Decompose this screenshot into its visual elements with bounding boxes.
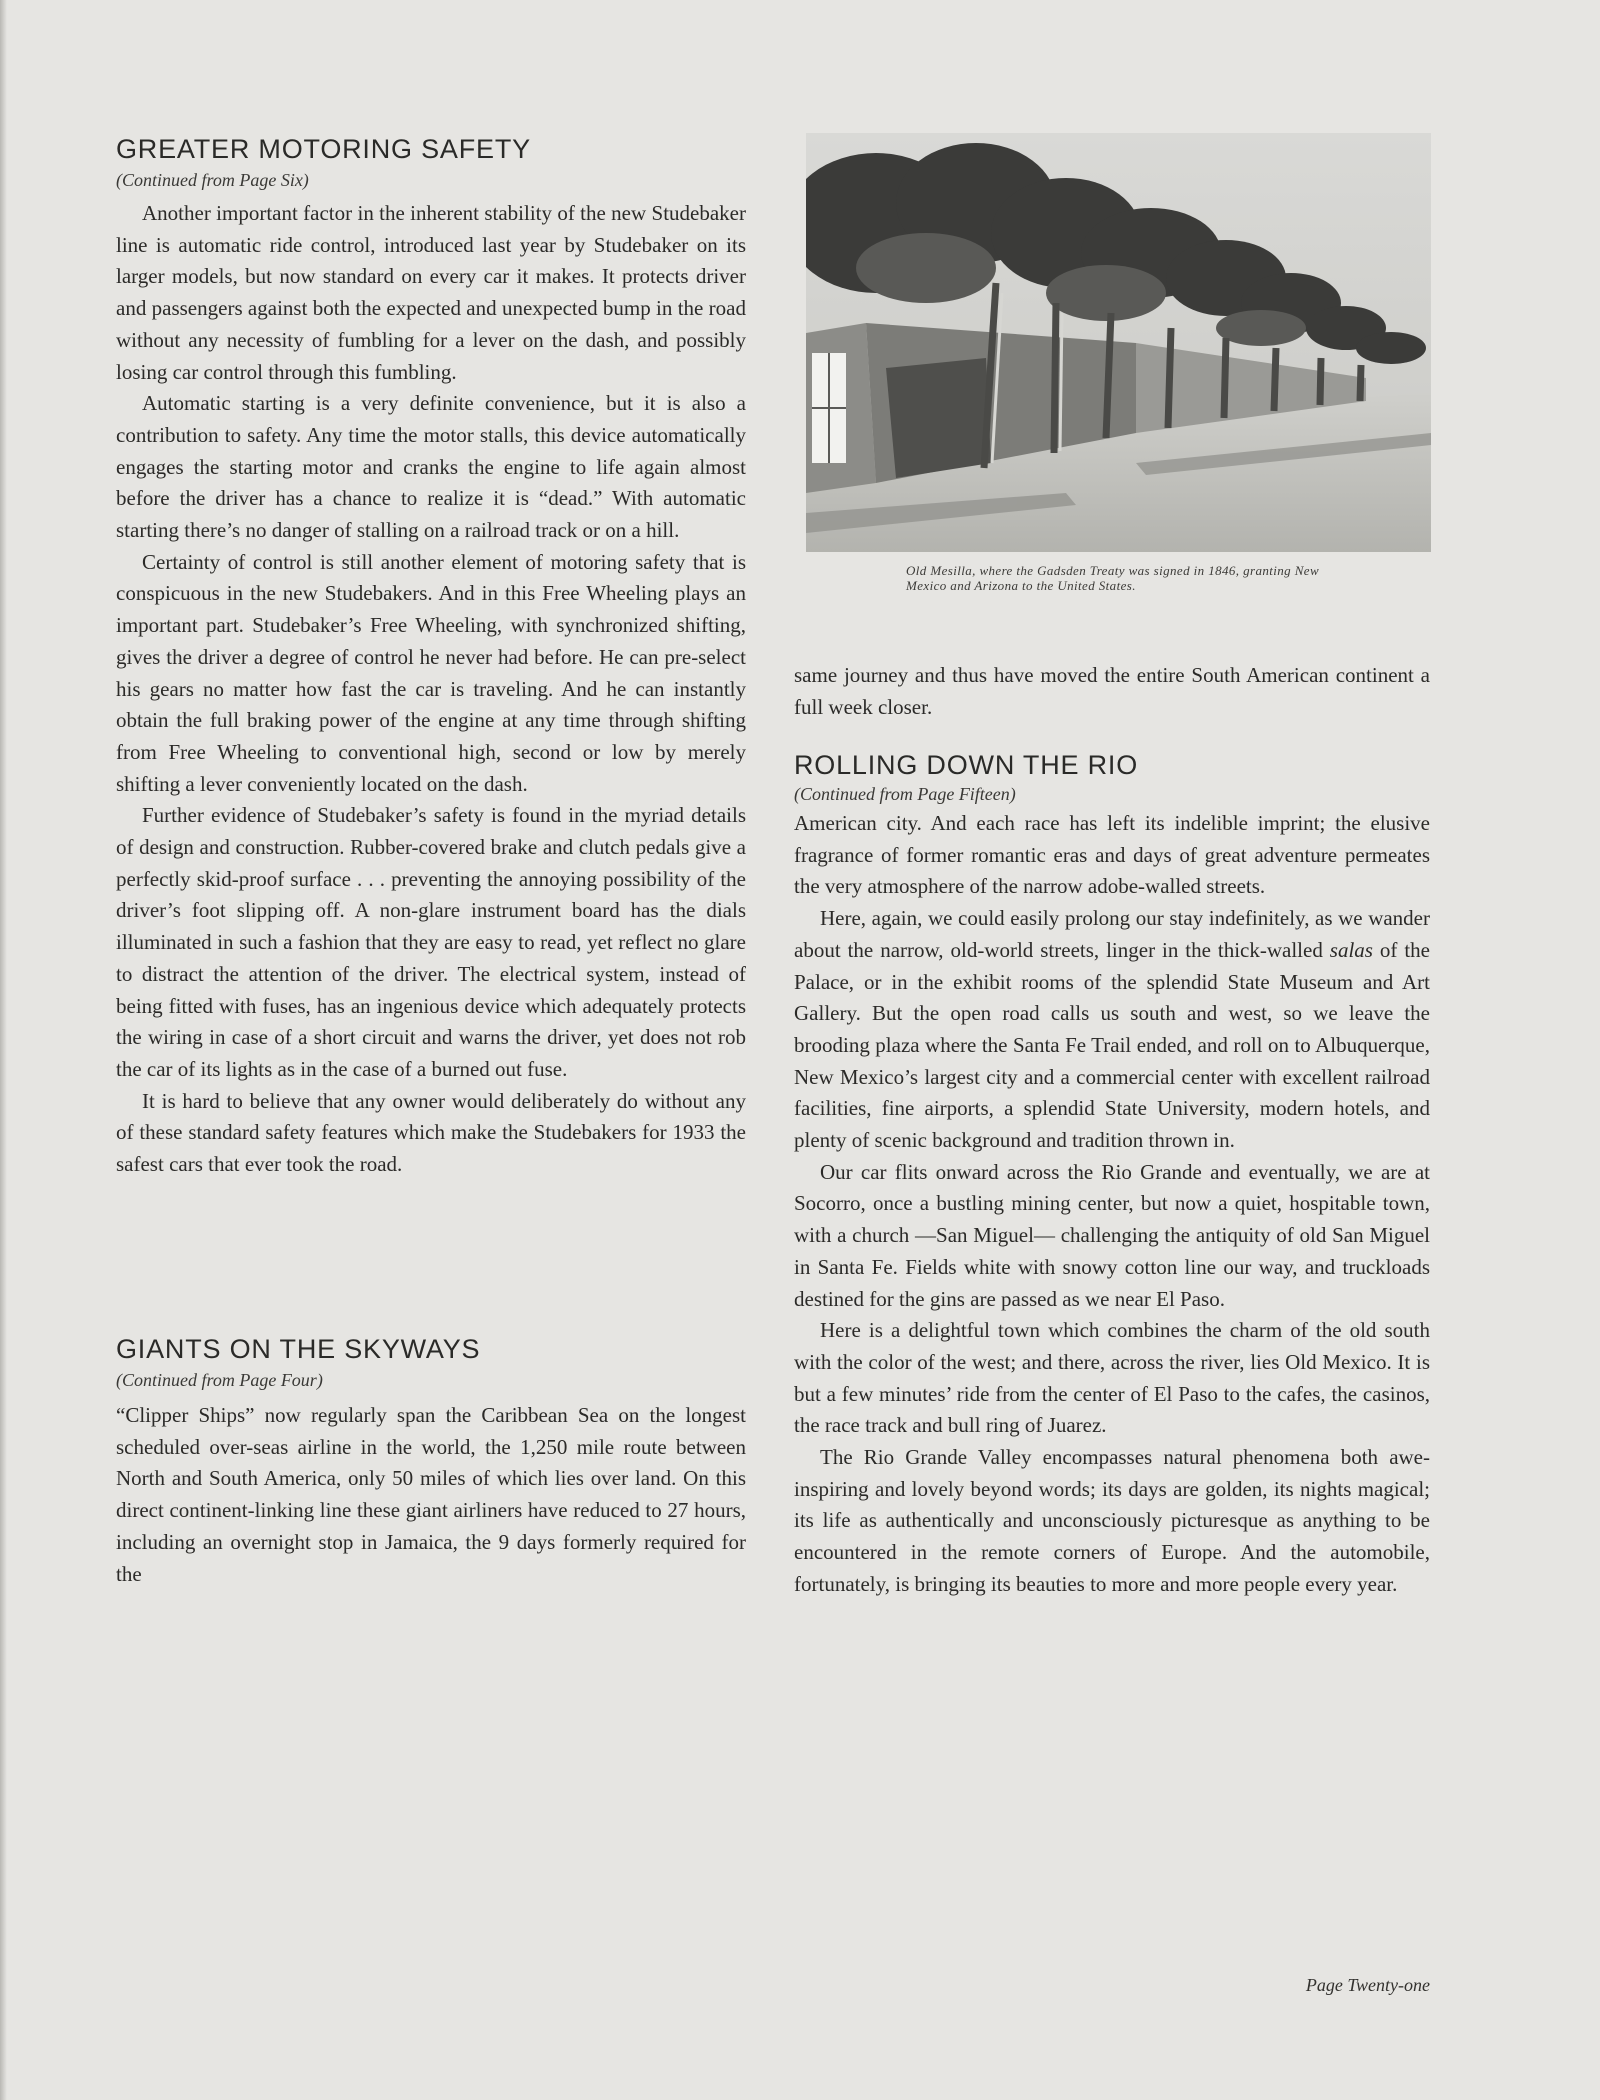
rio-paragraph-1: American city. And each race has left its indelible imprint; the elusive fragrance of former romantic eras and days of great adventure permeates the very atmosphere of the narrow adobe-walled streets.	[794, 811, 1430, 899]
rio-paragraph-3: Our car flits onward across the Rio Grande and eventually, we are at Socorro, once a bustling mining center, but now a quiet, hospitable town, with a church —San Miguel— challenging the antiquity of old San Miguel in Santa Fe. Fields white with snowy cotton line our way, and truckloads destined for the gins are passed as we near El Paso.	[794, 1159, 1430, 1311]
rio-paragraph-2-start: Here, again, we could easily prolong our stay indefinitely, as we wander about the narrow, old-world streets, linger in the thick-walled	[794, 906, 1430, 962]
skyways-paragraph-right: same journey and thus have moved the entire South American continent a full week closer.	[794, 663, 1430, 719]
skyways-paragraph-left: “Clipper Ships” now regularly span the Caribbean Sea on the longest scheduled over-seas airline in the world, the 1,250 mile route between North and South America, only 50 miles of which lies over land. On this direct continent-linking line these giant airliners have reduced to 27 hours, including an overnight stop in Jamaica, the 9 days formerly required for the	[116, 1403, 746, 1586]
rio-paragraph-2	[794, 903, 1430, 1157]
rio-continued-note: (Continued from Page Fifteen)	[794, 784, 1016, 804]
rio-heading: ROLLING DOWN THE RIO	[794, 750, 1139, 780]
safety-paragraph-3: Certainty of control is still another element of motoring safety that is conspicuous in the new Studebakers. And in this Free Wheeling plays an important part. Studebaker’s Free Wheeling, with synchronized shifting, gives the driver a degree of control he never had before. He can pre-select his gears no matter how fast the car is traveling. And he can instantly obtain the full braking power of the engine at any time through shifting from Free Wheeling to conventional high, second or low by merely shifting a lever conveniently located on the dash.	[116, 549, 746, 796]
safety-paragraph-5: It is hard to believe that any owner would deliberately do without any of these standard safety features which make the Studebakers for 1933 the safest cars that ever took the road.	[116, 1088, 746, 1177]
photo-caption: Old Mesilla, where the Gadsden Treaty was signed in 1846, granting New Mexico and Arizona to the United States.	[906, 563, 1320, 593]
safety-paragraph-1: Another important factor in the inherent stability of the new Studebaker line is automatic ride control, introduced last year by Studebaker on its larger models, but now standard on every car it makes. It protects driver and passengers against both the expected and unexpected bump in the road without any necessity of fumbling for a lever on the dash, and possibly losing car control through this fumbling.	[116, 201, 746, 384]
old-mesilla-photo	[806, 133, 1431, 552]
safety-paragraph-4: Further evidence of Studebaker’s safety is found in the myriad details of design and construction. Rubber-covered brake and clutch pedals give a perfectly skid-proof surface . . . preventing the annoying possibility of the driver’s foot slipping off. A non-glare instrument board has the dials illuminated in such a fashion that they are easy to read, yet reflect no glare to distract the attention of the driver. The electrical system, instead of being fitted with fuses, has an ingenious device which adequately protects the wiring in case of a short circuit and warns the driver, yet does not rob the car of its lights as in the case of a burned out fuse.	[116, 803, 746, 1081]
skyways-heading: GIANTS ON THE SKYWAYS	[116, 1334, 481, 1364]
safety-paragraph-2: Automatic starting is a very definite convenience, but it is also a contribution to safety. Any time the motor stalls, this device automatically engages the starting motor and cranks the engine to life again almost before the driver has a chance to realize it is “dead.” With automatic starting there’s no danger of stalling on a railroad track or on a hill.	[116, 391, 746, 543]
article-rolling-down-the-rio	[794, 748, 1430, 1601]
article-giants-on-the-skyways	[116, 1332, 746, 1590]
safety-continued-note: (Continued from Page Six)	[116, 170, 309, 190]
rio-paragraph-5: The Rio Grande Valley encompasses natural phenomena both awe-inspiring and lovely beyond words; its days are golden, its nights magical; its life as authentically and unconsciously picturesque as anything to be encountered in the remote corners of Europe. And the automobile, fortunately, is bringing its beauties to more and more people every year.	[794, 1445, 1430, 1596]
article-greater-motoring-safety	[116, 132, 746, 1181]
skyways-continued-note: (Continued from Page Four)	[116, 1370, 323, 1390]
article-skyways-continued	[794, 660, 1430, 723]
page-number: Page Twenty-one	[1305, 1975, 1430, 1995]
safety-heading: GREATER MOTORING SAFETY	[116, 134, 531, 164]
rio-paragraph-2-italic-word: salas	[1329, 937, 1373, 962]
rio-paragraph-2-end: of the Palace, or in the exhibit rooms of the splendid State Museum and Art Gallery. But the open road calls us south and west, so we leave the brooding plaza where the Santa Fe Trail ended, and roll on to Albuquerque, New Mexico’s largest city and a commercial center with excellent railroad facilities, fine airports, a splendid State University, modern hotels, and plenty of scenic background and tradition thrown in.	[794, 937, 1430, 1153]
page-binding-edge	[0, 0, 7, 2100]
rio-paragraph-4: Here is a delightful town which combines the charm of the old south with the color of the west; and there, across the river, lies Old Mexico. It is but a few minutes’ ride from the center of El Paso to the cafes, the casinos, the race track and bull ring of Juarez.	[794, 1318, 1430, 1438]
